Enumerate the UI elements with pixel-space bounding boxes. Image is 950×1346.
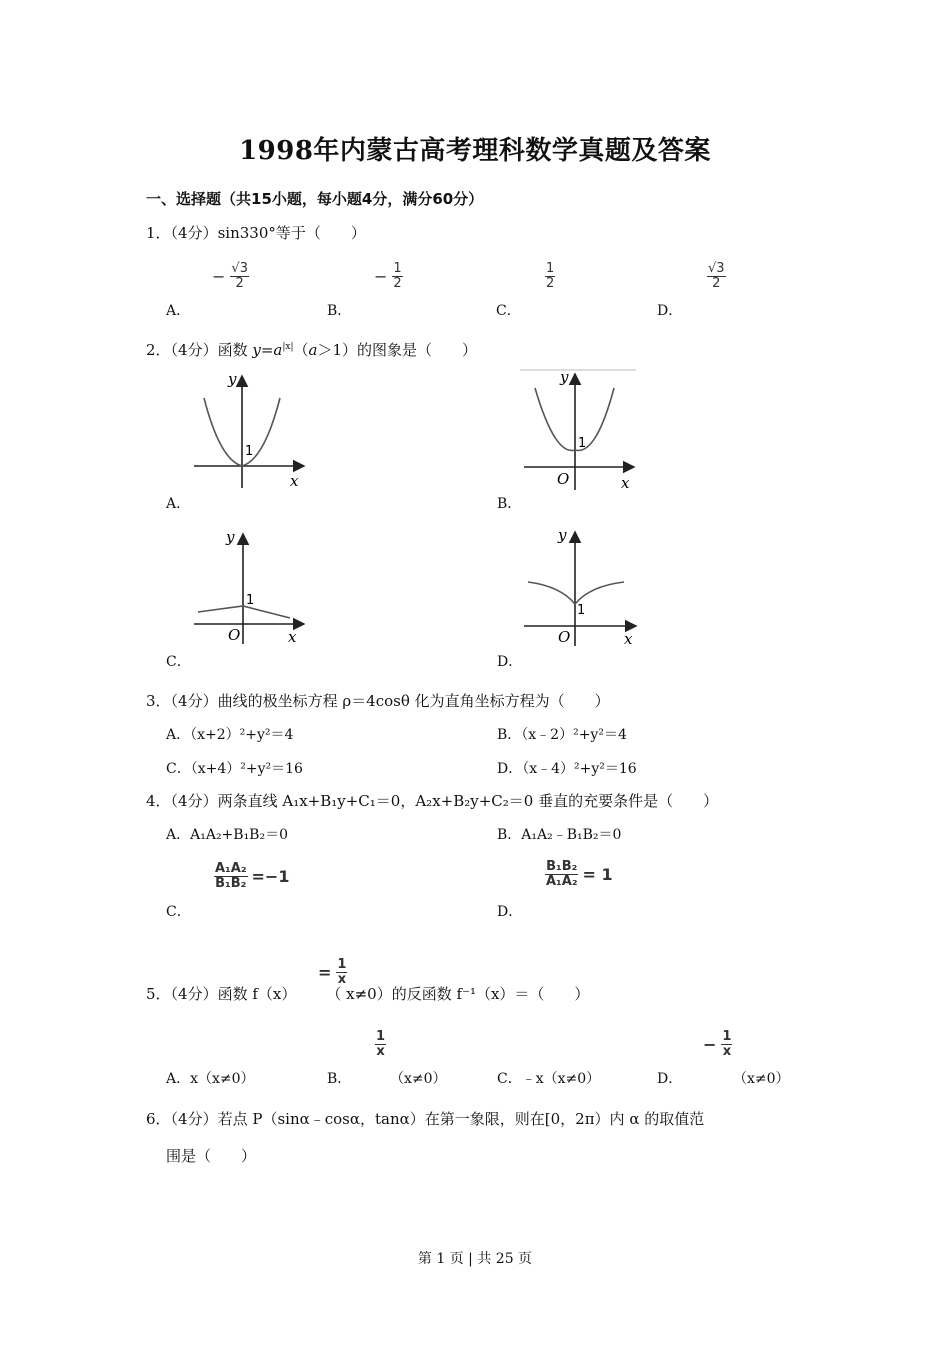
q2-y: y: [252, 341, 261, 359]
fraction-numerator: 1: [337, 957, 347, 972]
q5-stem-post: （ x≠0）的反函数 f⁻¹（x）＝（ ）: [326, 985, 590, 1003]
q2-eq: =: [260, 341, 274, 359]
q4-option-d-label[interactable]: D．: [497, 904, 523, 920]
question-5-stem: [146, 983, 589, 1004]
curve: [198, 606, 290, 618]
q1-option-b-label[interactable]: B．: [327, 303, 352, 319]
question-2-stem: [146, 339, 477, 360]
q1-option-c-label[interactable]: C．: [496, 303, 521, 319]
one-label: 1: [578, 436, 587, 451]
fraction-numerator: B₁B₂: [546, 859, 578, 874]
fraction-denominator: 2: [393, 276, 402, 291]
curve: [528, 582, 624, 604]
x-label: x: [624, 630, 633, 648]
fraction-denominator: x: [376, 1044, 385, 1059]
q1-option-a-label[interactable]: A．: [166, 303, 191, 319]
q3-option-b[interactable]: B．（x﹣2）²+y²＝4: [497, 727, 627, 743]
q4-d-rhs: = 1: [582, 865, 613, 884]
q5-option-a[interactable]: A．x（x≠0）: [166, 1071, 255, 1087]
question-1-stem: 1．（4分）sin330°等于（ ）: [146, 224, 366, 242]
q3-option-a[interactable]: A．（x+2）²+y²＝4: [166, 727, 294, 743]
q4-option-d-value: [543, 860, 613, 889]
y-label: y: [228, 370, 237, 388]
question-3-stem: 3．（4分）曲线的极坐标方程 ρ＝4cosθ 化为直角坐标方程为（ ）: [146, 692, 610, 710]
one-label: 1: [245, 444, 254, 459]
q3-option-c[interactable]: C．（x+4）²+y²＝16: [166, 761, 303, 777]
q2-option-c-label[interactable]: C．: [166, 654, 191, 670]
q1-option-b-value: [374, 262, 405, 291]
origin-label: O: [557, 470, 570, 488]
q4-option-c-label[interactable]: C．: [166, 904, 191, 920]
graph-a: [190, 370, 310, 490]
y-label: y: [226, 528, 235, 546]
origin-label: O: [228, 626, 241, 644]
minus-sign: −: [374, 267, 388, 286]
fraction-numerator: 1: [376, 1029, 386, 1044]
fraction-numerator: √3: [231, 261, 248, 276]
origin-label: O: [558, 628, 571, 646]
graph-d: [520, 524, 640, 648]
fraction-numerator: 1: [722, 1029, 732, 1044]
fraction-denominator: x: [722, 1044, 732, 1059]
q2-cond-rest: ＞1）的图象是（ ）: [317, 341, 478, 359]
graph-b: [520, 366, 640, 492]
q5-option-b-tail: （x≠0）: [390, 1071, 447, 1087]
fraction-denominator: 2: [546, 276, 555, 291]
q1-option-d-value: [702, 262, 728, 291]
question-4-stem: 4．（4分）两条直线 A₁x+B₁y+C₁＝0，A₂x+B₂y+C₂＝0 垂直的充要条件是（ ）: [146, 792, 719, 810]
fraction-denominator: x: [337, 972, 347, 987]
q4-c-rhs: =−1: [251, 867, 290, 886]
x-label: x: [290, 472, 299, 490]
q5-option-d-label[interactable]: D．: [657, 1071, 683, 1087]
q5-option-d-tail: （x≠0）: [733, 1071, 790, 1087]
y-label: y: [558, 526, 567, 544]
one-label: 1: [246, 593, 255, 608]
minus-sign: −: [212, 267, 226, 286]
fraction-numerator: 1: [546, 261, 555, 276]
y-label: y: [560, 368, 569, 386]
x-label: x: [288, 628, 297, 646]
q4-option-a[interactable]: A．A₁A₂+B₁B₂＝0: [166, 827, 288, 843]
q5-option-b-value: [373, 1030, 388, 1059]
q1-option-a-value: [212, 262, 251, 291]
q2-cond-open: （: [293, 341, 309, 359]
fraction-denominator: 2: [235, 276, 244, 291]
one-label: 1: [577, 603, 586, 618]
q5-option-c[interactable]: C．﹣x（x≠0）: [497, 1071, 601, 1087]
q4-option-b[interactable]: B．A₁A₂﹣B₁B₂＝0: [497, 827, 622, 843]
minus-sign: −: [703, 1035, 717, 1054]
q4-option-c-value: [212, 862, 289, 891]
q2-option-a-label[interactable]: A．: [166, 496, 191, 512]
q2-prefix: 2．（4分）函数: [146, 341, 253, 359]
q5-equals: =: [318, 963, 332, 982]
page-title: 1998年内蒙古高考理科数学真题及答案: [239, 136, 711, 166]
q5-stem-pre: 5．（4分）函数 f（x）: [146, 985, 297, 1003]
fraction-numerator: √3: [708, 261, 725, 276]
q5-option-b-label[interactable]: B．: [327, 1071, 352, 1087]
q1-option-c-value: [540, 262, 557, 291]
fraction-denominator: 2: [712, 276, 721, 291]
page-footer: 第 1 页 | 共 25 页: [417, 1251, 533, 1267]
fraction-numerator: 1: [393, 261, 402, 276]
fraction-numerator: A₁A₂: [215, 861, 247, 876]
x-label: x: [621, 474, 630, 492]
q1-option-d-label[interactable]: D．: [657, 303, 683, 319]
fraction-denominator: A₁A₂: [546, 874, 578, 889]
q2-cond-a: a: [308, 341, 318, 359]
question-6-line-2: 围是（ ）: [166, 1147, 257, 1165]
q5-option-d-value: [703, 1030, 734, 1059]
q2-a: a: [273, 341, 283, 359]
q2-option-d-label[interactable]: D．: [497, 654, 523, 670]
section-heading: 一、选择题（共15小题，每小题4分，满分60分）: [146, 190, 484, 208]
question-6-line-1: 6．（4分）若点 P（sinα﹣cosα，tanα）在第一象限，则在[0，2π）内 α 的取值范: [146, 1110, 705, 1128]
graph-c: [190, 526, 310, 646]
q3-option-d[interactable]: D．（x﹣4）²+y²＝16: [497, 761, 637, 777]
q2-exponent: |x|: [282, 342, 294, 352]
fraction-denominator: B₁B₂: [215, 876, 247, 891]
q2-option-b-label[interactable]: B．: [497, 496, 522, 512]
